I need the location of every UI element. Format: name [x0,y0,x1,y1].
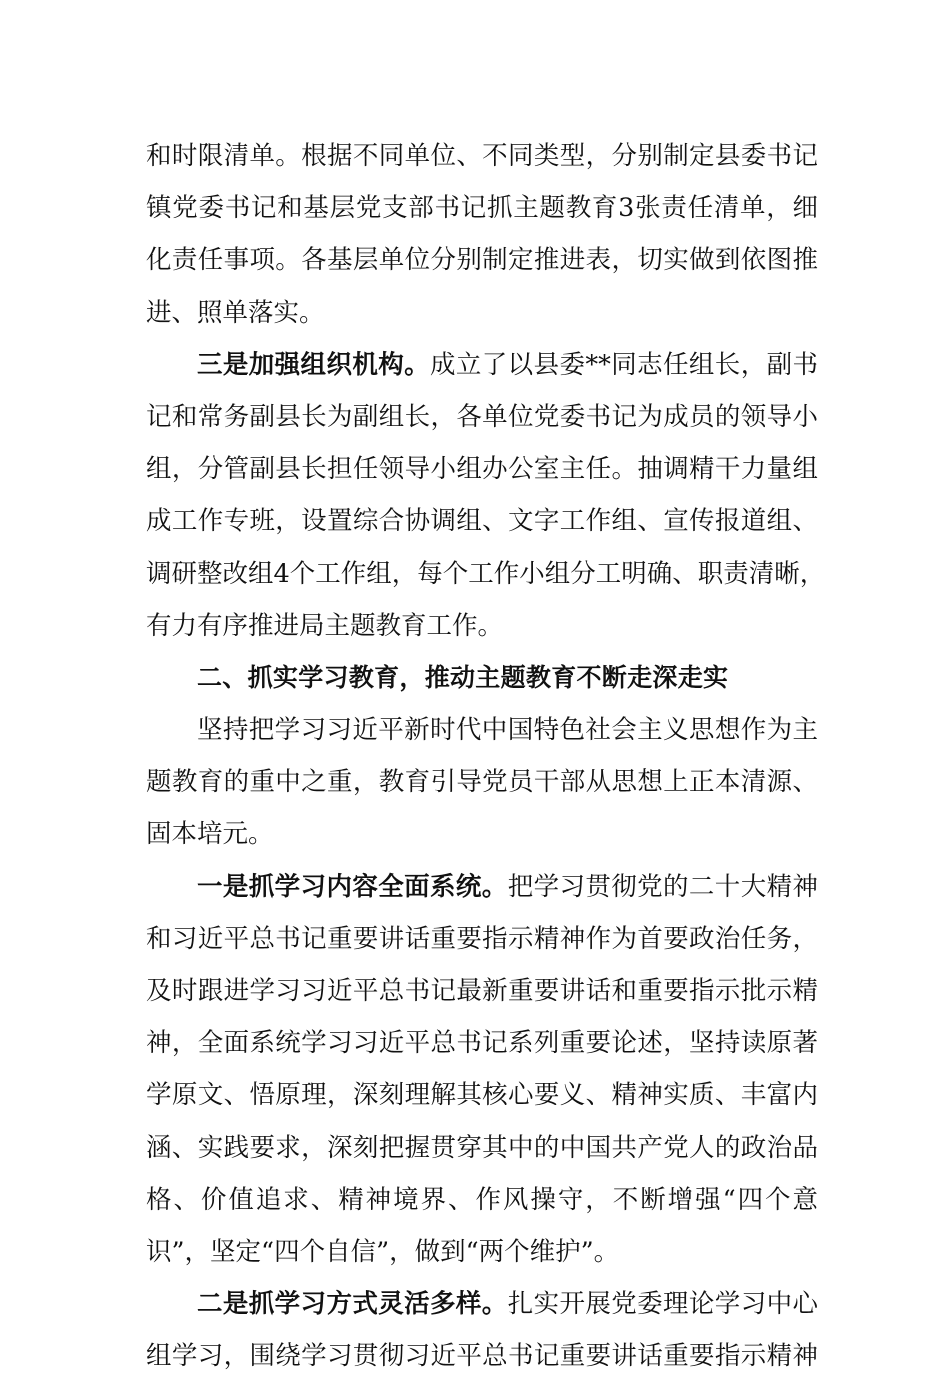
paragraph-line: 组，分管副县长担任领导小组办公室主任。抽调精干力量组 [146,454,818,485]
paragraph-lead-bold: 三是加强组织机构。 [197,349,431,380]
paragraph-first-line: 坚持把学习习近平新时代中国特色社会主义思想作为主 [197,715,818,746]
paragraph-line: 和习近平总书记重要讲话重要指示精神作为首要政治任务， [146,923,818,954]
paragraph-line-rest: 扎实开展党委理论学习中心 [507,1289,818,1320]
paragraph-line: 调研整改组4个工作组，每个工作小组分工明确、职责清晰， [146,558,826,589]
paragraph-lead-bold: 二是抓学习方式灵活多样。 [197,1289,508,1320]
paragraph-line: 神，全面系统学习习近平总书记系列重要论述，坚持读原著 [146,1028,818,1059]
paragraph-first-line [146,861,818,913]
document-body [146,130,826,1383]
paragraph-line: 组学习，围绕学习贯彻习近平总书记重要讲话重要指示精神 [146,1341,818,1372]
paragraph-lead-bold: 一是抓学习内容全面系统。 [197,871,508,902]
paragraph-line: 涵、实践要求，深刻把握贯穿其中的中国共产党人的政治品 [146,1132,818,1163]
paragraph-line: 有力有序推进局主题教育工作。 [146,610,504,641]
paragraph-line: 进、照单落实。 [146,297,325,328]
paragraph-first-line [146,339,818,391]
paragraph-line: 镇党委书记和基层党支部书记抓主题教育3张责任清单，细 [146,193,818,224]
paragraph-line: 识”，坚定“四个自信”，做到“两个维护”。 [146,1236,620,1267]
paragraph-line: 学原文、悟原理，深刻理解其核心要义、精神实质、丰富内 [146,1080,818,1111]
paragraph-line: 固本培元。 [146,819,274,850]
section-heading: 二、抓实学习教育，推动主题教育不断走深走实 [197,662,729,692]
paragraph-line: 及时跟进学习习近平总书记最新重要讲话和重要指示批示精 [146,976,818,1006]
paragraph-line: 化责任事项。各基层单位分别制定推进表，切实做到依图推 [146,245,818,276]
paragraph-line-rest: 成立了以县委**同志任组长，副书 [430,349,818,380]
paragraph-first-line [146,1278,818,1330]
paragraph-line: 成工作专班，设置综合协调组、文字工作组、宣传报道组、 [146,506,818,537]
paragraph-line: 记和常务副县长为副组长，各单位党委书记为成员的领导小 [146,401,818,432]
paragraph-line: 格、价值追求、精神境界、作风操守，不断增强“四个意 [146,1184,818,1215]
paragraph-line-rest: 把学习贯彻党的二十大精神 [507,871,818,902]
paragraph-line: 和时限清单。根据不同单位、不同类型，分别制定县委书记 [146,141,818,171]
paragraph-line: 题教育的重中之重，教育引导党员干部从思想上正本清源、 [146,767,818,798]
